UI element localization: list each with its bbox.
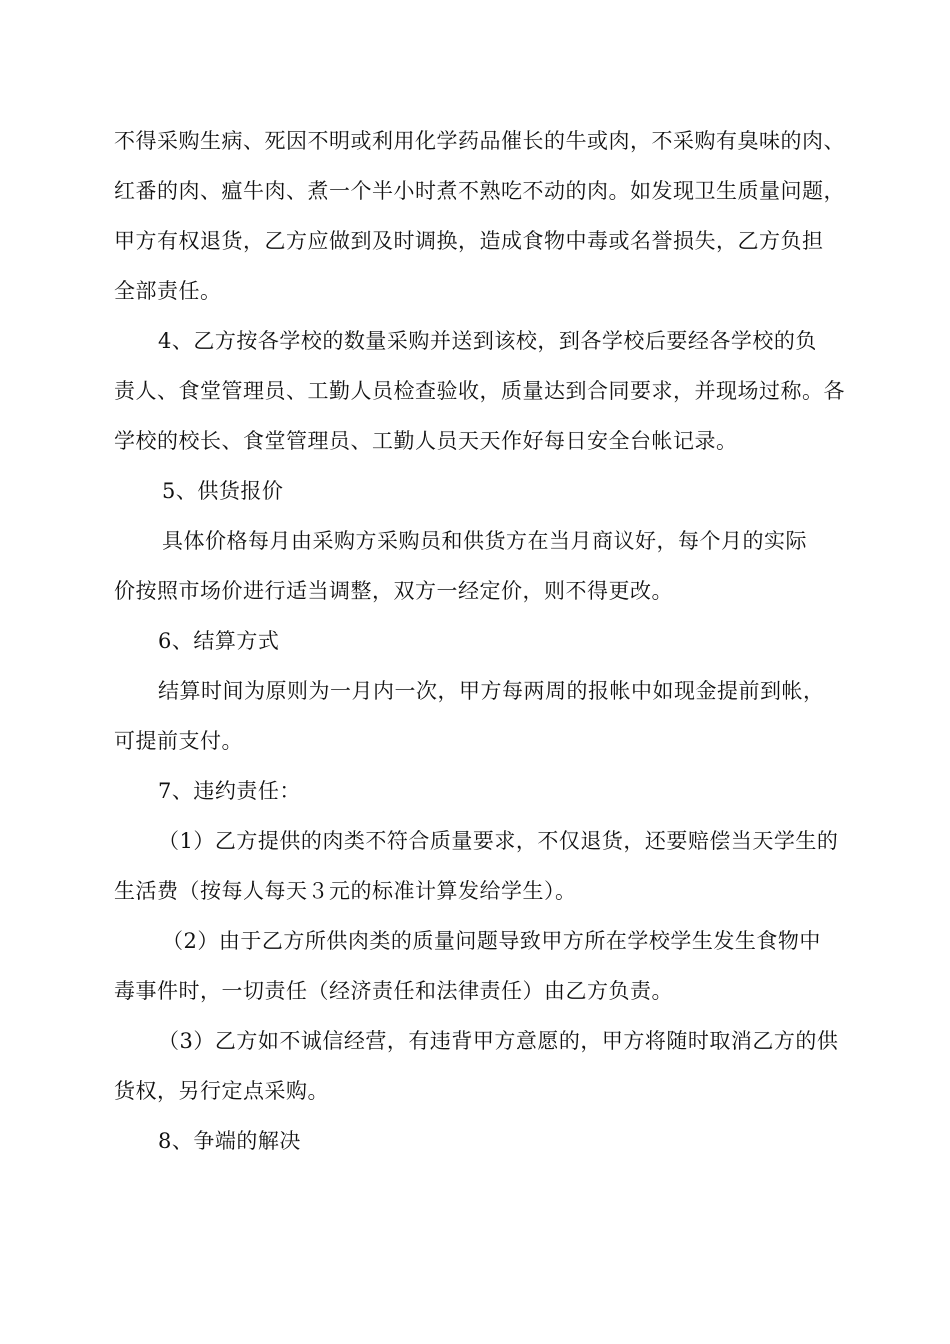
section-heading-8: 8、争端的解决: [158, 1129, 301, 1153]
text-line-19: （3）乙方如不诚信经营，有违背甲方意愿的，甲方将随时取消乙方的供: [158, 1029, 839, 1053]
text-line-7: 学校的校长、食堂管理员、工勤人员天天作好每日安全台帐记录。: [114, 429, 738, 453]
text-line-10: 价按照市场价进行适当调整，双方一经定价，则不得更改。: [114, 579, 673, 603]
text-line-17: （2）由于乙方所供肉类的质量问题导致甲方所在学校学生发生食物中: [162, 929, 821, 953]
text-line-16: 生活费（按每人每天３元的标准计算发给学生）。: [114, 879, 577, 903]
text-line-15: （1）乙方提供的肉类不符合质量要求，不仅退货，还要赔偿当天学生的: [158, 829, 839, 853]
section-heading-5: 5、供货报价: [162, 479, 284, 503]
text-line-18: 毒事件时，一切责任（经济责任和法律责任）由乙方负责。: [114, 979, 673, 1003]
text-line-5: 4、乙方按各学校的数量采购并送到该校，到各学校后要经各学校的负: [158, 329, 817, 353]
text-line-20: 货权，另行定点采购。: [114, 1079, 329, 1103]
text-line-6: 责人、食堂管理员、工勤人员检查验收，质量达到合同要求，并现场过称。各: [114, 379, 845, 403]
text-line-12: 结算时间为原则为一月内一次，甲方每两周的报帐中如现金提前到帐，: [158, 679, 825, 703]
text-line-4: 全部责任。: [114, 279, 222, 303]
text-line-3: 甲方有权退货，乙方应做到及时调换，造成食物中毒或名誉损失，乙方负担: [114, 229, 824, 253]
text-line-9: 具体价格每月由采购方采购员和供货方在当月商议好，每个月的实际: [162, 529, 807, 553]
section-heading-6: 6、结算方式: [158, 629, 280, 653]
text-line-2: 红番的肉、瘟牛肉、煮一个半小时煮不熟吃不动的肉。如发现卫生质量问题，: [114, 179, 845, 203]
text-line-1: 不得采购生病、死因不明或利用化学药品催长的牛或肉，不采购有臭味的肉、: [114, 129, 845, 153]
section-heading-7: 7、违约责任：: [158, 779, 301, 803]
text-line-13: 可提前支付。: [114, 729, 243, 753]
